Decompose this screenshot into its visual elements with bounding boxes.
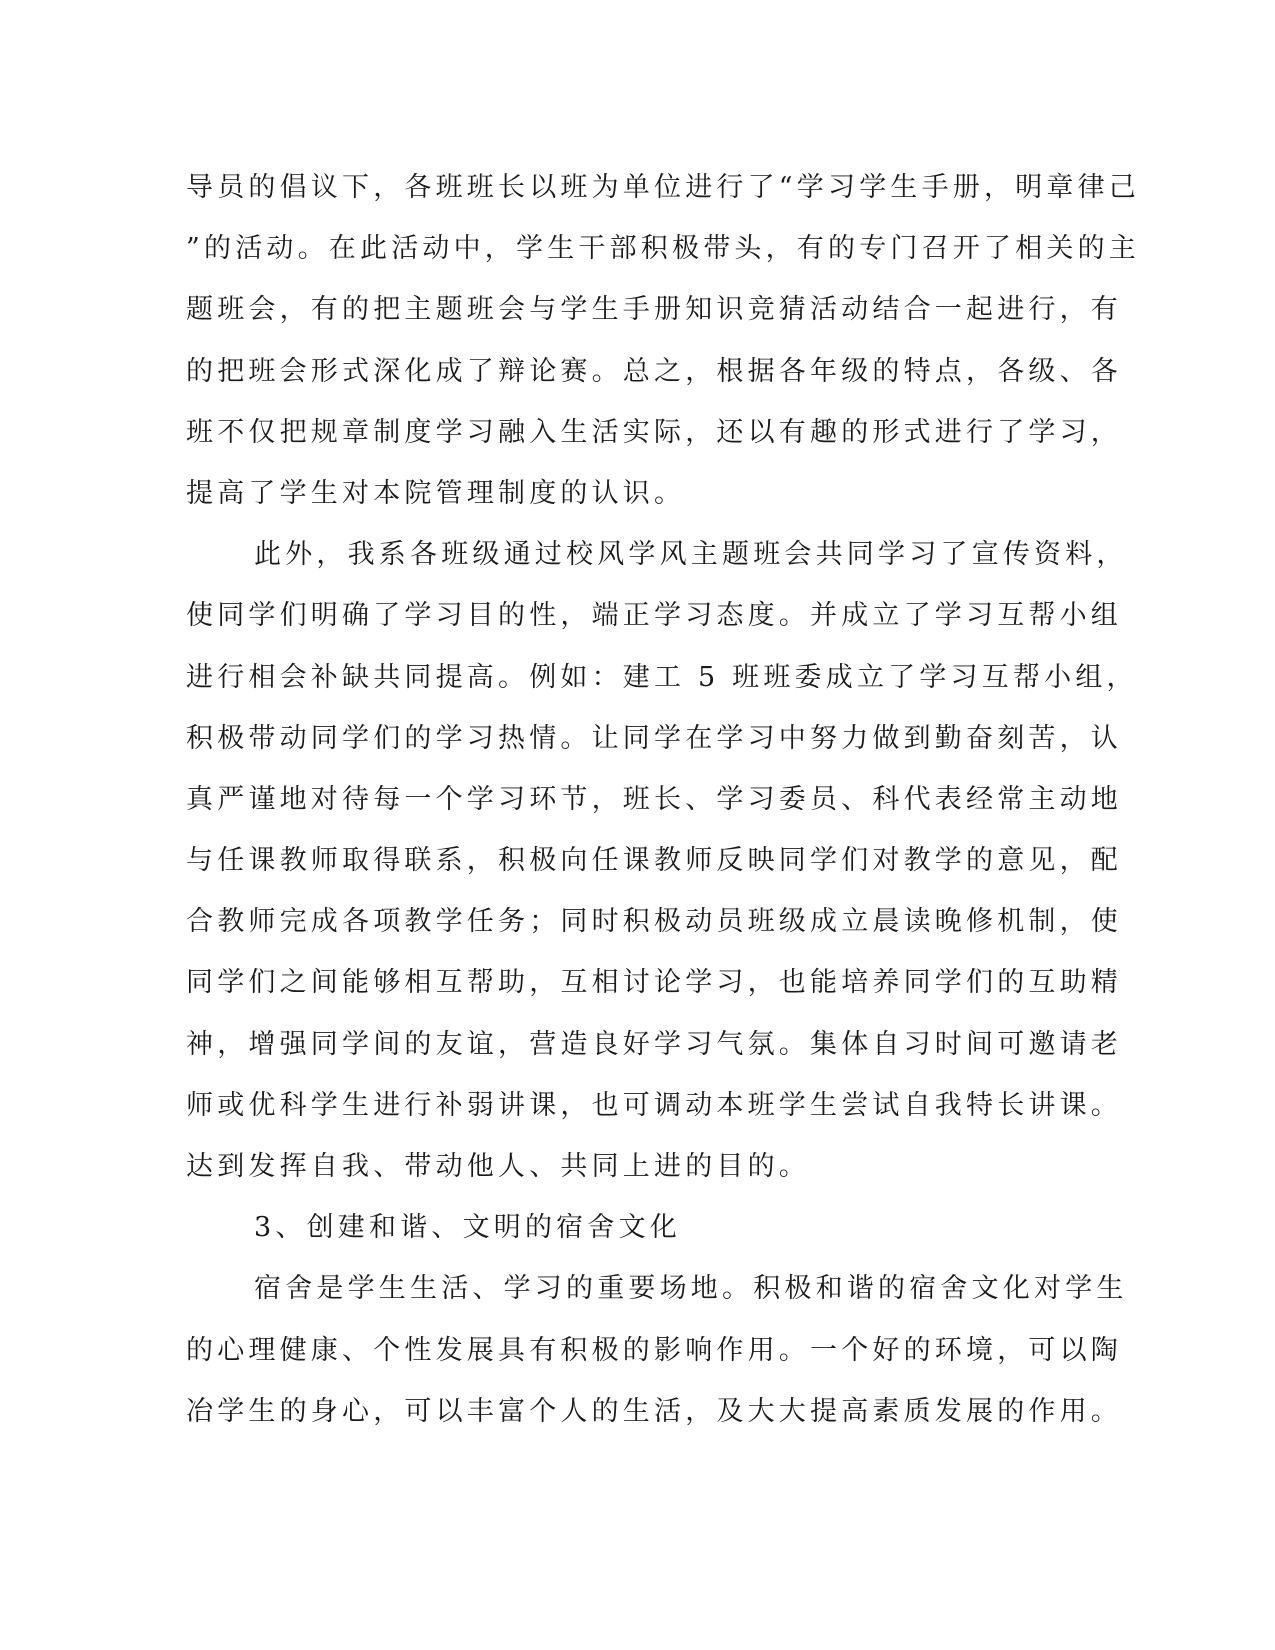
paragraph-line: 合教师完成各项教学任务；同时积极动员班级成立晨读晚修机制，使 <box>186 906 1122 938</box>
paragraph-line: 宿舍是学生生活、学习的重要场地。积极和谐的宿舍文化对学生 <box>254 1273 1128 1305</box>
paragraph-line: 使同学们明确了学习目的性，端正学习态度。并成立了学习互帮小组 <box>186 600 1122 632</box>
paragraph-line: 达到发挥自我、带动他人、共同上进的目的。 <box>186 1151 810 1182</box>
paragraph-line: 进行相会补缺共同提高。例如：建工 5 班班委成立了学习互帮小组， <box>186 661 1138 693</box>
paragraph-line: 题班会，有的把主题班会与学生手册知识竞猜活动结合一起进行，有 <box>186 294 1122 326</box>
paragraph-line: 的心理健康、个性发展具有积极的影响作用。一个好的环境，可以陶 <box>186 1334 1122 1366</box>
paragraph-line: 此外，我系各班级通过校风学风主题班会共同学习了宣传资料， <box>254 539 1128 571</box>
paragraph-line: ”的活动。在此活动中，学生干部积极带头，有的专门召开了相关的主 <box>186 233 1141 265</box>
paragraph-line: 班不仅把规章制度学习融入生活实际，还以有趣的形式进行了学习， <box>186 416 1122 448</box>
paragraph <box>186 157 1141 524</box>
paragraph-line: 与任课教师取得联系，积极向任课教师反映同学们对教学的意见，配 <box>186 845 1122 877</box>
paragraph-line: 师或优科学生进行补弱讲课，也可调动本班学生尝试自我特长讲课。 <box>186 1089 1122 1121</box>
paragraph-line: 同学们之间能够相互帮助，互相讨论学习，也能培养同学们的互助精 <box>186 967 1122 999</box>
paragraph-line: 提高了学生对本院管理制度的认识。 <box>186 477 686 509</box>
paragraph-line: 神，增强同学间的友谊，营造良好学习气氛。集体自习时间可邀请老 <box>186 1028 1122 1060</box>
document-body <box>186 157 1141 1442</box>
paragraph-line: 导员的倡议下，各班班长以班为单位进行了“学习学生手册，明章律己 <box>186 172 1141 203</box>
heading-text: 3、创建和谐、文明的宿舍文化 <box>254 1212 681 1244</box>
paragraph <box>186 1258 1128 1442</box>
paragraph-line: 积极带动同学们的学习热情。让同学在学习中努力做到勤奋刻苦，认 <box>186 722 1122 754</box>
paragraph-line: 冶学生的身心，可以丰富个人的生活，及大大提高素质发展的作用。 <box>186 1395 1122 1427</box>
section-heading <box>186 1197 1066 1258</box>
paragraph <box>186 524 1138 1197</box>
paragraph-line: 真严谨地对待每一个学习环节，班长、学习委员、科代表经常主动地 <box>186 783 1122 815</box>
paragraph-line: 的把班会形式深化成了辩论赛。总之，根据各年级的特点，各级、各 <box>186 355 1122 387</box>
